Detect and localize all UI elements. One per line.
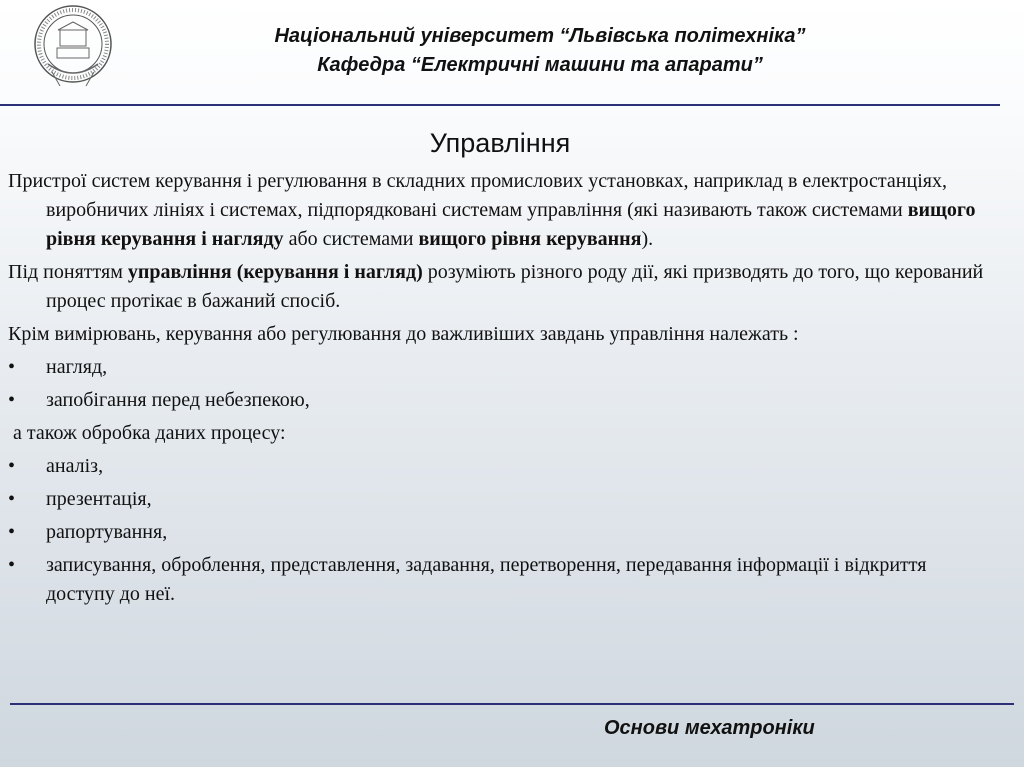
bold-text: вищого рівня керування xyxy=(418,228,642,250)
list-item xyxy=(8,353,998,382)
header-divider xyxy=(0,104,1000,106)
bold-text: вищого рівня керування і нагляду xyxy=(46,199,976,250)
bullet-icon: • xyxy=(8,488,16,510)
text: Пристрої систем керування і регулювання в складних промислових установках, наприклад в електростанціях, виробничих лініях і системах, підпорядковані системам управління (які називають також системами xyxy=(8,170,947,221)
course-name: Основи мехатроніки xyxy=(604,717,815,739)
list-item-text: запобігання перед небезпекою, xyxy=(46,389,310,411)
paragraph: Крім вимірювань, керування або регулювання до важливіших завдань управління належать : xyxy=(8,323,799,345)
page-header xyxy=(160,22,920,80)
list-item xyxy=(8,452,998,481)
list-item xyxy=(8,485,998,514)
list-item-text: рапортування, xyxy=(46,521,168,543)
text: ). xyxy=(641,228,654,250)
text: Під поняттям xyxy=(8,261,128,283)
list-item xyxy=(8,386,998,415)
list-item-text: презентація, xyxy=(46,488,152,510)
university-name: Національний університет “Львівська політехніка” xyxy=(274,25,806,47)
university-seal-logo xyxy=(30,2,116,94)
list-item-text: нагляд, xyxy=(46,356,108,378)
list-item-text: аналіз, xyxy=(46,455,104,477)
text: або системами xyxy=(283,228,419,250)
department-name: Кафедра “Електричні машини та апарати” xyxy=(317,54,763,76)
bullet-icon: • xyxy=(8,389,16,411)
subheading: а також обробка даних процесу: xyxy=(13,422,286,444)
text: розуміють різного роду дії, які призводять до того, що керований процес протікає в бажаний спосіб. xyxy=(46,261,984,312)
footer-divider xyxy=(10,703,1014,705)
bold-text: управління (керування і нагляд) xyxy=(127,261,423,283)
bullet-icon: • xyxy=(8,554,16,576)
paragraph xyxy=(8,167,998,254)
slide-title: Управління xyxy=(429,128,571,158)
bullet-icon: • xyxy=(8,521,16,543)
list-item xyxy=(8,551,998,609)
slide-body xyxy=(8,167,998,613)
list-item xyxy=(8,518,998,547)
bullet-icon: • xyxy=(8,356,16,378)
paragraph xyxy=(8,258,998,316)
bullet-icon: • xyxy=(8,455,16,477)
list-item-text: записування, оброблення, представлення, задавання, перетворення, передавання інформації і відкриття доступу до неї. xyxy=(46,554,927,605)
